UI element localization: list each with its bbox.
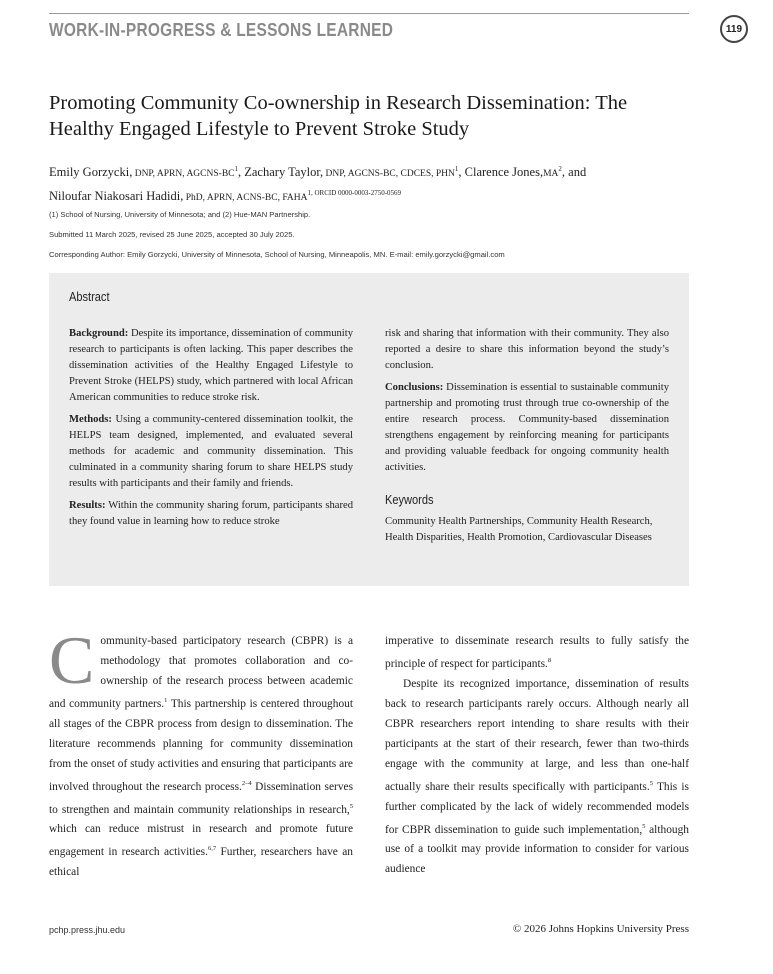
- page-number-badge: 119: [720, 15, 748, 43]
- author-credentials: PhD, APRN, ACNS-BC, FAHA: [183, 193, 308, 204]
- margin-watermark: [0, 700, 7, 970]
- author-name: Clarence Jones,: [464, 165, 544, 180]
- author-affiliation-sup: 1: [454, 165, 459, 173]
- footer-url: pchp.press.jhu.edu: [49, 925, 126, 935]
- author-name: Niloufar Niakosari Hadidi,: [49, 189, 184, 204]
- background-text: Despite its importance, dissemination of community research to participants is often lacking. This paper describes the dissemination activities of the Healthy Engaged Lifestyle to Prevent Stroke (HELPS) study, which partnered with local African American communities to reduce stroke risk.: [69, 328, 353, 403]
- author-separator: , and: [561, 165, 587, 180]
- conclusions-text: Dissemination is essential to sustainable community partnership and promoting trust through true co-ownership of the entire research process. Community-based dissemination strengthens engagement by reinforcing meaning for participants and providing valuable feedback for ongoing community health activities.: [385, 382, 669, 473]
- article-title: Promoting Community Co-ownership in Research Dissemination: The Healthy Engaged Lifestyle to Prevent Stroke Study: [49, 92, 628, 140]
- body-text: Further, researchers have an ethical: [49, 846, 353, 879]
- abstract-results-continued: [385, 326, 669, 374]
- abstract-conclusions: [385, 380, 669, 476]
- author-credentials: DNP, APRN, AGCNS-BC: [132, 169, 235, 180]
- keywords-list: Community Health Partnerships, Community Health Research, Health Disparities, Health Promotion, Cardiovascular Diseases: [385, 516, 653, 543]
- abstract-left-column: [69, 326, 353, 536]
- abstract-background: [69, 326, 353, 406]
- body-text: although use of a toolkit may provide information to consider for various audience: [385, 823, 689, 876]
- body-paragraph-1: [49, 622, 354, 882]
- body-paragraph-2: [385, 674, 689, 880]
- background-label: Background:: [69, 328, 129, 339]
- body-text: Dissemination serves to strengthen and maintain community relationships in research,: [49, 780, 353, 816]
- citation: 2–4: [241, 779, 252, 787]
- citation: 1: [164, 697, 168, 704]
- abstract-results: [69, 498, 353, 530]
- author-credentials: MA: [543, 169, 559, 180]
- citation: 5: [649, 779, 653, 787]
- body-text: This partnership is centered throughout all stages of the CBPR process from design to dissemination. The literature recommends planning for community dissemination from the onset of study activities and ensuring that participants are involved throughout the research process.: [49, 697, 354, 793]
- body-text: which can reduce mistrust in research and promote future engagement in research activities.: [49, 823, 353, 859]
- methods-text: Using a community-centered dissemination toolkit, the HELPS team designed, implemented, and evaluated several methods for academic and community dissemination. This culminated in a community sharing forum to share HELPS study results with participants and their family and friends.: [69, 414, 353, 489]
- abstract-box: [49, 273, 689, 586]
- citation: 5: [349, 802, 353, 810]
- results-text-part2: risk and sharing that information with their community. They also reported a desire to share this information beyond the study’s conclusion.: [385, 328, 669, 371]
- author-credentials: DNP, AGCNS-BC, CDCES, PHN: [323, 169, 455, 180]
- affiliations: (1) School of Nursing, University of Minnesota; and (2) Hue-MAN Partnership.: [49, 210, 311, 219]
- abstract-heading: Abstract: [69, 289, 110, 304]
- author-separator: ,: [238, 165, 245, 180]
- body-text: imperative to disseminate research results to fully satisfy the principle of respect for participants.: [385, 635, 689, 670]
- keywords-heading: Keywords: [385, 492, 434, 507]
- footer-copyright: © 2026 Johns Hopkins University Press: [512, 923, 689, 935]
- body-text: This is further complicated by the lack of widely recommended models for CBPR dissemination to guide such implementation,: [385, 780, 689, 836]
- drop-cap: C: [49, 622, 95, 698]
- header-rule: [49, 13, 689, 14]
- citation: 6,7: [207, 845, 217, 853]
- citation: 5: [642, 822, 646, 830]
- results-text-part1: Within the community sharing forum, participants shared they found value in learning how to reduce stroke: [69, 500, 353, 527]
- section-label: WORK-IN-PROGRESS & LESSONS LEARNED: [49, 20, 394, 40]
- author-list: [49, 160, 689, 208]
- submission-dates: Submitted 11 March 2025, revised 25 June 2025, accepted 30 July 2025.: [49, 230, 295, 239]
- methods-label: Methods:: [69, 414, 112, 425]
- results-label: Results:: [69, 500, 106, 511]
- abstract-methods: [69, 412, 353, 492]
- citation: 8: [547, 657, 552, 664]
- body-right-column: [385, 631, 689, 879]
- body-text: Despite its recognized importance, dissemination of results back to research participants rarely occurs. Although nearly all CBPR researchers report intending to share results with their participants at the start of their research, fewer than two-thirds engage with the community at large, and less than one-half actually share their results specifically with participants.: [385, 677, 689, 793]
- author-name: Zachary Taylor,: [244, 165, 324, 180]
- author-affiliation-sup: 1: [234, 165, 238, 173]
- conclusions-label: Conclusions:: [385, 382, 444, 393]
- corresponding-author: Corresponding Author: Emily Gorzycki, University of Minnesota, School of Nursing, Minneapolis, MN. E-mail: emily.gorzycki@gmail.com: [49, 250, 505, 259]
- author-separator: ,: [458, 165, 465, 180]
- author-affiliation-sup: 2: [558, 165, 562, 173]
- abstract-right-column: [385, 326, 669, 546]
- body-text: ommunity-based participatory research (CBPR) is a methodology that promotes collaboration and co-ownership of the research process between academic and community partners.: [49, 635, 353, 710]
- body-left-column: [49, 622, 354, 882]
- body-paragraph-1-continued: [385, 631, 689, 674]
- author-name: Emily Gorzycki,: [49, 165, 133, 180]
- author-affiliation-sup: 1, ORCID 0000-0003-2750-0569: [307, 189, 402, 198]
